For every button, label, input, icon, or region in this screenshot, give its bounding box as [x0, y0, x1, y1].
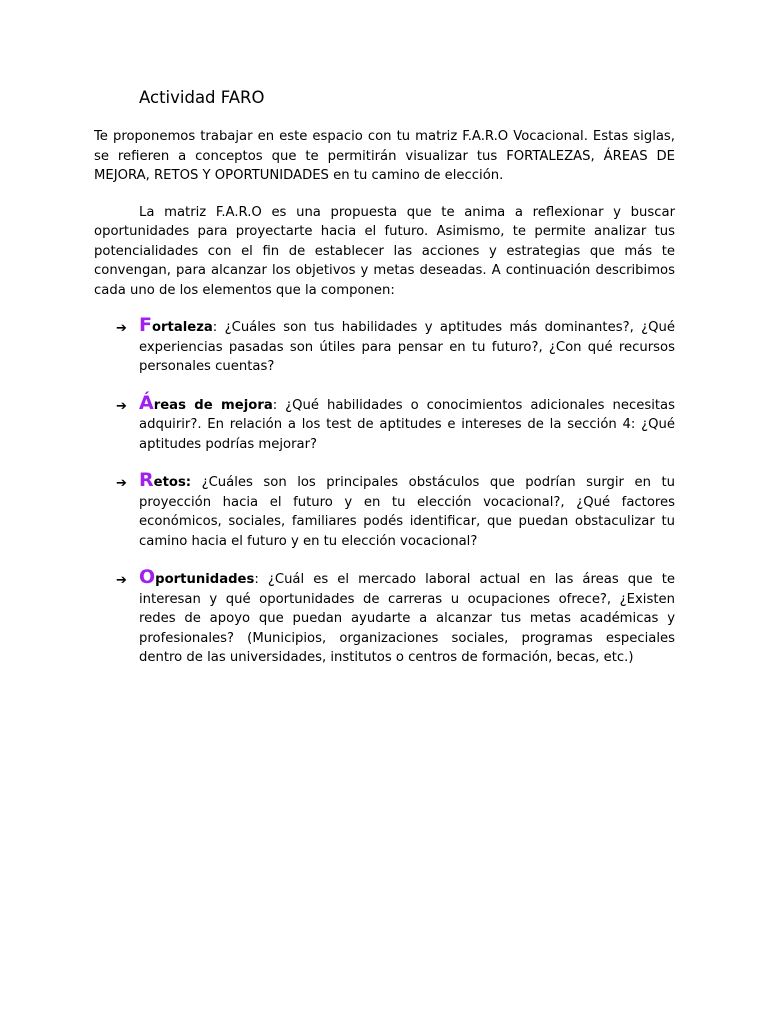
arrow-right-icon: ➔ [116, 321, 127, 336]
list-item-retos [94, 471, 675, 551]
item-heading: etos: [153, 475, 192, 490]
arrow-right-icon: ➔ [116, 476, 127, 491]
item-initial: O [139, 566, 156, 588]
item-text: : ¿Cuáles son tus habilidades y aptitudes más dominantes?, ¿Qué experiencias pasadas son útiles para pensar en tu futuro?, ¿Con qué recursos personales cuentas? [139, 320, 675, 374]
item-initial: Á [139, 391, 154, 414]
item-text: : ¿Qué habilidades o conocimientos adicionales necesitas adquirir?. En relación a los test de aptitudes e intereses de la sección 4: ¿Qué aptitudes podrías mejorar? [139, 397, 675, 452]
item-heading: reas de mejora [153, 397, 273, 413]
list-item-areas [94, 391, 675, 455]
item-initial: F [139, 314, 152, 336]
item-text: ¿Cuáles son los principales obstáculos que podrían surgir en tu proyección hacia el futuro y en tu elección vocacional?, ¿Qué factores económicos, sociales, familiares podés identificar, que puedan obstaculizar tu camino hacia el futuro y en tu elección vocacional? [139, 475, 675, 549]
faro-list [94, 316, 675, 668]
item-heading: portunidades [155, 572, 255, 587]
item-text: : ¿Cuál es el mercado laboral actual en las áreas que te interesan y qué oportunidades de carreras u ocupaciones ofrece?, ¿Existen redes de apoyo que puedan ayudarte a alcanzar tus metas académicas y profesionales? (Municipios, organizaciones sociales, programas especiales dentro de las universidades, institutos o centros de formación, becas, etc.) [139, 572, 675, 665]
list-item-oportunidades [94, 568, 675, 668]
intro-paragraph: Te proponemos trabajar en este espacio con tu matriz F.A.R.O Vocacional. Estas siglas, se refieren a conceptos que te permitirán visualizar tus FORTALEZAS, ÁREAS DE MEJORA, RETOS Y OPORTUNIDADES en tu camino de elección. [94, 129, 675, 183]
arrow-right-icon: ➔ [116, 573, 127, 588]
item-initial: R [139, 469, 154, 491]
matrix-paragraph: La matriz F.A.R.O es una propuesta que te anima a reflexionar y buscar oportunidades para proyectarte hacia el futuro. Asimismo, te permite analizar tus potencialidades con el fin de establecer las acciones y estrategias que más te convengan, para alcanzar los objetivos y metas deseadas. A continuación describimos cada uno de los elementos que la componen: [94, 204, 675, 298]
arrow-right-icon: ➔ [116, 398, 127, 414]
page-title: Actividad FARO [139, 88, 265, 107]
item-heading: ortaleza [151, 320, 213, 335]
list-item-fortaleza [94, 316, 675, 377]
document-page [94, 86, 675, 685]
